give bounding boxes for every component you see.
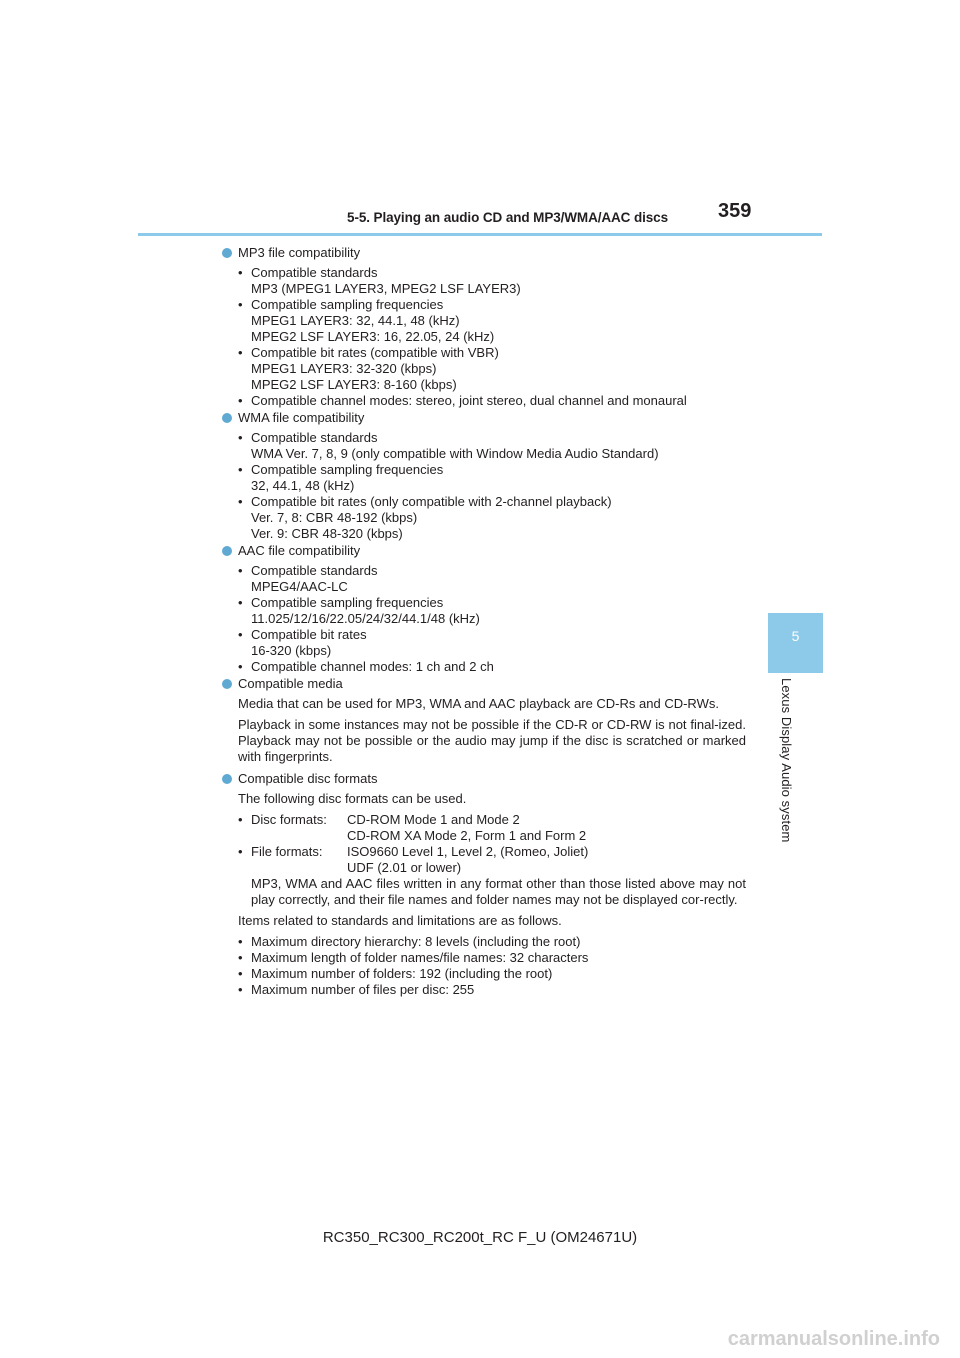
- circle-bullet-icon: [222, 546, 232, 556]
- circle-bullet-icon: [222, 679, 232, 689]
- limit-text: Maximum directory hierarchy: 8 levels (including the root): [251, 934, 581, 949]
- format-label: File formats:: [251, 844, 323, 859]
- list-item: [238, 982, 746, 998]
- item-value: Ver. 9: CBR 48-320 (kbps): [251, 526, 403, 541]
- item-value: MP3 (MPEG1 LAYER3, MPEG2 LSF LAYER3): [251, 281, 521, 296]
- list-item: [238, 659, 746, 675]
- item-value: MPEG1 LAYER3: 32, 44.1, 48 (kHz): [251, 313, 460, 328]
- section-mp3: [222, 244, 746, 409]
- limit-text: Maximum number of files per disc: 255: [251, 982, 475, 997]
- item-label: Compatible standards: [251, 563, 378, 578]
- chapter-tab-label: Lexus Display Audio system: [779, 678, 794, 843]
- chapter-heading: 5-5. Playing an audio CD and MP3/WMA/AAC discs: [347, 210, 668, 225]
- section-disc-formats: [222, 770, 746, 998]
- paragraph: Media that can be used for MP3, WMA and AAC playback are CD-Rs and CD-RWs.: [238, 696, 719, 711]
- dot-bullet-icon: •: [238, 950, 243, 965]
- item-value: Ver. 7, 8: CBR 48-192 (kbps): [251, 510, 418, 525]
- dot-bullet-icon: •: [238, 265, 243, 280]
- item-label: Compatible bit rates: [251, 627, 367, 642]
- item-value: 32, 44.1, 48 (kHz): [251, 478, 355, 493]
- section-title: MP3 file compatibility: [238, 245, 361, 260]
- paragraph: The following disc formats can be used.: [238, 791, 467, 806]
- dot-bullet-icon: •: [238, 966, 243, 981]
- format-note: MP3, WMA and AAC files written in any format other than those listed above may not play correctly, and their file names and folder names may not be displayed cor-rectly.: [251, 876, 746, 907]
- item-value: MPEG4/AAC-LC: [251, 579, 348, 594]
- item-label: Compatible standards: [251, 265, 378, 280]
- dot-bullet-icon: •: [238, 563, 243, 578]
- item-value: 16-320 (kbps): [251, 643, 332, 658]
- list-item: [238, 627, 746, 659]
- list-item: [238, 812, 746, 844]
- dot-bullet-icon: •: [238, 393, 243, 408]
- list-item: [238, 494, 746, 542]
- list-item: [238, 966, 746, 982]
- circle-bullet-icon: [222, 413, 232, 423]
- dot-bullet-icon: •: [238, 297, 243, 312]
- dot-bullet-icon: •: [238, 812, 243, 827]
- dot-bullet-icon: •: [238, 982, 243, 997]
- page-content: [222, 244, 746, 998]
- item-value: MPEG2 LSF LAYER3: 16, 22.05, 24 (kHz): [251, 329, 495, 344]
- list-item: [238, 297, 746, 345]
- watermark: carmanualsonline.info: [727, 1328, 940, 1350]
- paragraph: Items related to standards and limitations are as follows.: [238, 913, 562, 928]
- list-item: [238, 393, 746, 409]
- item-value: MPEG2 LSF LAYER3: 8-160 (kbps): [251, 377, 457, 392]
- list-item: [238, 462, 746, 494]
- item-label: Compatible sampling frequencies: [251, 297, 444, 312]
- list-item: [238, 563, 746, 595]
- dot-bullet-icon: •: [238, 934, 243, 949]
- dot-bullet-icon: •: [238, 627, 243, 642]
- limit-text: Maximum length of folder names/file names: 32 characters: [251, 950, 589, 965]
- dot-bullet-icon: •: [238, 494, 243, 509]
- footer-model-code: RC350_RC300_RC200t_RC F_U (OM24671U): [322, 1229, 638, 1246]
- dot-bullet-icon: •: [238, 659, 243, 674]
- item-value: WMA Ver. 7, 8, 9 (only compatible with Window Media Audio Standard): [251, 446, 659, 461]
- circle-bullet-icon: [222, 248, 232, 258]
- list-item: [238, 844, 746, 876]
- item-label: Compatible bit rates (only compatible with 2-channel playback): [251, 494, 612, 509]
- chapter-tab[interactable]: [768, 613, 823, 673]
- header-divider: [138, 233, 822, 236]
- format-value: CD-ROM XA Mode 2, Form 1 and Form 2: [347, 828, 587, 843]
- list-item: [238, 345, 746, 393]
- list-item: [238, 950, 746, 966]
- page-number: 359: [718, 200, 752, 222]
- dot-bullet-icon: •: [238, 844, 243, 859]
- item-label: Compatible sampling frequencies: [251, 462, 444, 477]
- list-item: [238, 430, 746, 462]
- item-label: Compatible bit rates (compatible with VBR): [251, 345, 499, 360]
- section-aac: [222, 542, 746, 675]
- format-value: CD-ROM Mode 1 and Mode 2: [347, 812, 520, 827]
- section-title: Compatible media: [238, 676, 343, 691]
- item-label: Compatible standards: [251, 430, 378, 445]
- list-item: [238, 595, 746, 627]
- list-item: [238, 265, 746, 297]
- list-item: [238, 876, 746, 913]
- circle-bullet-icon: [222, 774, 232, 784]
- dot-bullet-icon: •: [238, 345, 243, 360]
- format-value: UDF (2.01 or lower): [347, 860, 462, 875]
- format-label: Disc formats:: [251, 812, 327, 827]
- item-label: Compatible channel modes: stereo, joint stereo, dual channel and monaural: [251, 393, 687, 408]
- chapter-tab-number: 5: [791, 628, 800, 644]
- dot-bullet-icon: •: [238, 462, 243, 477]
- section-title: WMA file compatibility: [238, 410, 365, 425]
- item-label: Compatible channel modes: 1 ch and 2 ch: [251, 659, 494, 674]
- limit-text: Maximum number of folders: 192 (including the root): [251, 966, 553, 981]
- section-title: Compatible disc formats: [238, 771, 378, 786]
- list-item: [238, 934, 746, 950]
- item-value: MPEG1 LAYER3: 32-320 (kbps): [251, 361, 437, 376]
- section-wma: [222, 409, 746, 542]
- format-value: ISO9660 Level 1, Level 2, (Romeo, Joliet): [347, 844, 589, 859]
- item-value: 11.025/12/16/22.05/24/32/44.1/48 (kHz): [251, 611, 480, 626]
- dot-bullet-icon: •: [238, 595, 243, 610]
- section-title: AAC file compatibility: [238, 543, 361, 558]
- paragraph: Playback in some instances may not be possible if the CD-R or CD-RW is not final-ized. Playback may not be possible or the audio may jump if the disc is scratched or marked with fingerprints.: [238, 717, 746, 764]
- section-media: [222, 675, 746, 765]
- item-label: Compatible sampling frequencies: [251, 595, 444, 610]
- dot-bullet-icon: •: [238, 430, 243, 445]
